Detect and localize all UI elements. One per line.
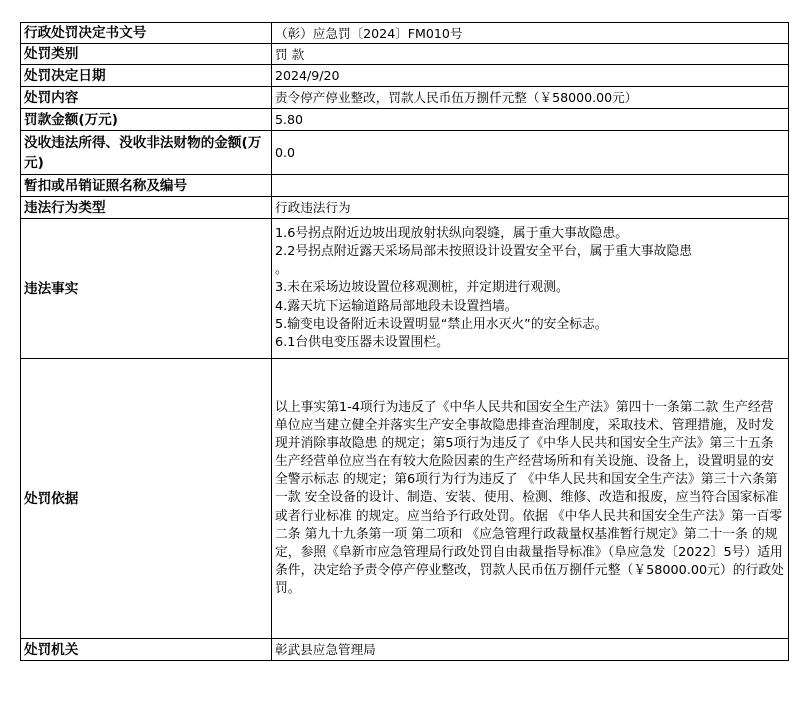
violation-fact-line: 。 — [275, 262, 288, 278]
penalty-info-table — [20, 22, 789, 661]
penalty-amount-label: 罚款金额(万元) — [21, 109, 272, 131]
penalty-type-label: 处罚类别 — [21, 44, 272, 65]
confiscation-amount-label: 没收违法所得、没收非法财物的金额(万元) — [21, 131, 272, 175]
violation-facts-label: 违法事实 — [21, 219, 272, 359]
table-row — [21, 175, 789, 197]
table-row — [21, 87, 789, 109]
penalty-authority-value: 彰武县应急管理局 — [272, 639, 789, 661]
table-row — [21, 219, 789, 359]
violation-facts-value — [272, 219, 789, 359]
table-row — [21, 23, 789, 44]
decision-date-label: 处罚决定日期 — [21, 65, 272, 87]
penalty-authority-label: 处罚机关 — [21, 639, 272, 661]
violation-type-label: 违法行为类型 — [21, 197, 272, 219]
table-row — [21, 65, 789, 87]
penalty-content-label: 处罚内容 — [21, 87, 272, 109]
table-row — [21, 109, 789, 131]
violation-fact-line: 5.输变电设备附近未设置明显“禁止用水灭火”的安全标志。 — [275, 316, 608, 332]
violation-fact-line: 1.6号拐点附近边坡出现放射状纵向裂缝，属于重大事故隐患。 — [275, 226, 629, 242]
violation-type-value: 行政违法行为 — [272, 197, 789, 219]
table-row — [21, 639, 789, 661]
violation-fact-line: 3.未在采场边坡设置位移观测桩，并定期进行观测。 — [275, 280, 569, 296]
table-row — [21, 359, 789, 639]
penalty-basis-label: 处罚依据 — [21, 359, 272, 639]
penalty-content-value: 责令停产停业整改，罚款人民币伍万捌仟元整（￥58000.00元） — [272, 87, 789, 109]
penalty-basis-value: 以上事实第1-4项行为违反了《中华人民共和国安全生产法》第四十一条第二款 生产经营单位应当建立健全并落实生产安全事故隐患排查治理制度，采取技术、管理措施，及时发现并消除事故隐患 的规定；第5项行为违反了《中华人民共和国安全生产法》第三十五条 生产经营单位应当在有较大危险因素的生产经营场所和有关设施、设备上，设置明显的安全警示标志 的规定；第6项行为行为违反了 《中华人民共和国安全生产法》第三十六条第一款 安全设备的设计、制造、安装、使用、检测、维修、改造和报废，应当符合国家标准或者行业标准 的规定。应当给予行政处罚。依据 《中华人民共和国安全生产法》第一百零二条 第九十九条第一项 第二项和 《应急管理行政裁量权基准暂行规定》第二十一条 的规定，参照《阜新市应急管理局行政处罚自由裁量指导标准》（阜应急发〔2022〕5号）适用条件，决定给予责令停产停业整改，罚款人民币伍万捌仟元整（￥58000.00元）的行政处罚。 — [272, 359, 789, 639]
confiscation-amount-value: 0.0 — [272, 131, 789, 175]
document-number-label: 行政处罚决定书文号 — [21, 23, 272, 44]
violation-fact-line: 4.露天坑下运输道路局部地段未设置挡墙。 — [275, 298, 518, 314]
document-number-value: （彰）应急罚〔2024〕FM010号 — [272, 23, 789, 44]
table-row — [21, 131, 789, 175]
penalty-type-value: 罚 款 — [272, 44, 789, 65]
license-revocation-value — [272, 175, 789, 197]
license-revocation-label: 暂扣或吊销证照名称及编号 — [21, 175, 272, 197]
violation-fact-line: 6.1台供电变压器未设置围栏。 — [275, 334, 449, 350]
table-row — [21, 44, 789, 65]
violation-fact-line: 2.2号拐点附近露天采场局部未按照设计设置安全平台，属于重大事故隐患 — [275, 244, 693, 260]
decision-date-value: 2024/9/20 — [272, 65, 789, 87]
penalty-amount-value: 5.80 — [272, 109, 789, 131]
table-row — [21, 197, 789, 219]
